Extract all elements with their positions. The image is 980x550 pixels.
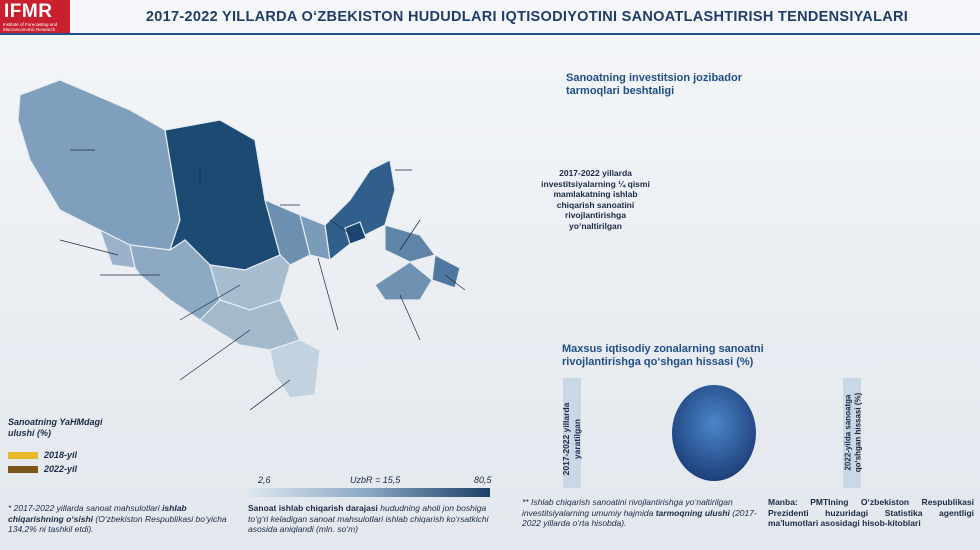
legend-swatch-2018 <box>8 452 38 459</box>
zones-center-ellipse <box>672 385 756 481</box>
zones-left-label: 2017-2022 yillarda yaratilgan <box>561 402 582 476</box>
ifmr-logo <box>0 0 70 33</box>
logo-subtitle: Institute of Forecasting and Macroeconomic Research <box>3 22 58 32</box>
scale-caption-bold: Sanoat ishlab chiqarish darajasi <box>248 503 378 513</box>
invest-title: Sanoatning investitsion jozibador tarmoqlari beshtaligi <box>566 72 743 97</box>
scale-caption <box>248 503 508 535</box>
scale-mid: UzbR = 15,5 <box>350 475 401 485</box>
logo-text: IFMR <box>4 1 53 22</box>
region-fargona-shape <box>375 262 432 300</box>
zones-diagram <box>585 375 841 495</box>
region-namangan-shape <box>385 225 435 262</box>
legend-title: Sanoatning YaHMdagi ulushi (%) <box>8 417 103 438</box>
page-title: 2017-2022 YILLARDA O‘ZBEKISTON HUDUDLARI IQTISODIYOTINI SANOATLASHTIRISH TENDENSIYALARI <box>145 9 909 25</box>
zones-title: Maxsus iqtisodiy zonalarning sanoatni rivojlantirishga qo‘shgan hissasi (%) <box>562 343 764 368</box>
scale-caption-rest: hududning aholi jon boshiga to‘g‘ri keladigan sanoat mahsulotlari ishlab chiqarish ko‘rsatkichi asosida aniqlandi (mln. so‘m) <box>248 503 489 534</box>
scale-gradient <box>248 488 490 497</box>
header-bar <box>0 0 980 35</box>
scale-max: 80,5 <box>474 475 492 485</box>
legend-label-2022: 2022-yil <box>44 464 78 474</box>
scale-min: 2,6 <box>258 475 271 485</box>
footnote-share: ** Ishlab chiqarish sanoatini rivojlantirishga yo‘naltirilgan investitsiyalarning umumiy hajmida tarmoqning ulushi (2017-2022 yillarda o‘rta hisobda). <box>522 497 757 528</box>
legend-label-2018: 2018-yil <box>44 450 78 460</box>
legend-swatch-2022 <box>8 466 38 473</box>
source: Manba: PMTIning O‘zbekiston Respublikasi Prezidenti huzuridagi Statistika agentligi ma'lumotlari asosidagi hisob-kitoblari <box>768 497 974 528</box>
zones-right-label: 2022-yilda sanoatga qo‘shgan hissasi (%) <box>843 392 862 473</box>
invest-left-text: 2017-2022 yillarda investitsiyalarning ¼ qismi mamlakatning ishlab chiqarish sanoatini rivojlantirishga yo‘naltirilgan <box>541 168 650 231</box>
region-qoraqalpogiston-shape <box>18 80 180 250</box>
footnote-growth: * 2017-2022 yillarda sanoat mahsulotlari ishlab chiqarishning o‘sishi (O‘zbekiston Respublikasi bo‘yicha 134,2% ni tashkil etdi). <box>8 503 227 534</box>
invest-tree <box>650 40 980 350</box>
